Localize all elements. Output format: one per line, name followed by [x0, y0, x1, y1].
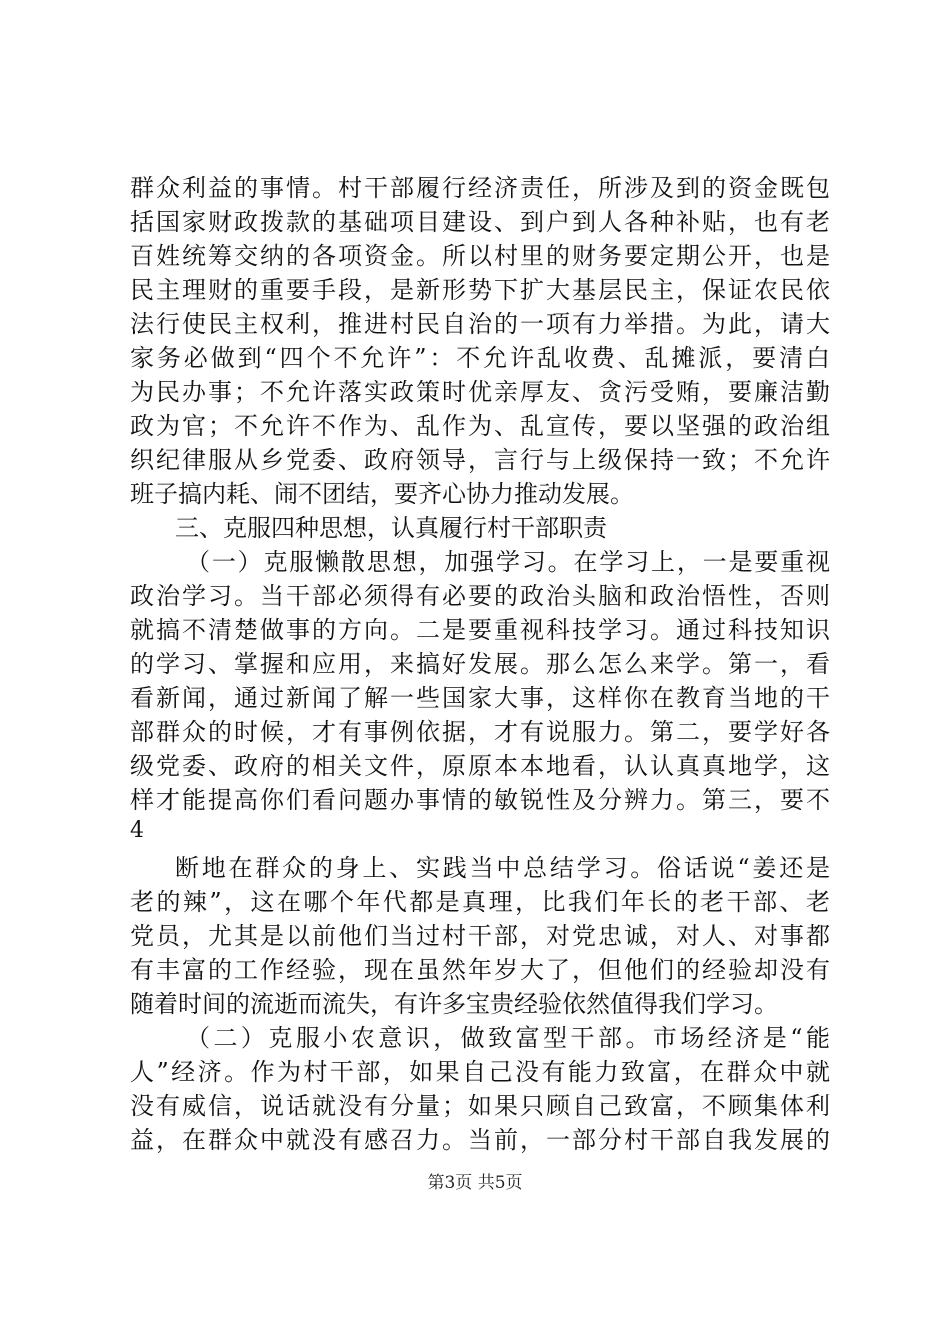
text-line: 人”经济。作为村干部，如果自己没有能力致富，在群众中就	[130, 1058, 830, 1086]
text-line: 看新闻，通过新闻了解一些国家大事，这样你在教育当地的干	[130, 684, 830, 712]
section-heading: 三、克服四种思想，认真履行村干部职责	[175, 514, 607, 542]
text-line: 断地在群众的身上、实践当中总结学习。俗话说“姜还是	[175, 854, 830, 882]
text-line: 政为官；不允许不作为、乱作为、乱宣传，要以坚强的政治组	[130, 412, 830, 440]
text-line: 法行使民主权利，推进村民自治的一项有力举措。为此，请大	[130, 310, 830, 338]
text-line: 益，在群众中就没有感召力。当前，一部分村干部自我发展的	[130, 1126, 830, 1154]
text-line: 政治学习。当干部必须得有必要的政治头脑和政治悟性，否则	[130, 582, 830, 610]
text-line: 就搞不清楚做事的方向。二是要重视科技学习。通过科技知识	[130, 616, 830, 644]
text-line: 民主理财的重要手段，是新形势下扩大基层民主，保证农民依	[130, 276, 830, 304]
text-line: 的学习、掌握和应用，来搞好发展。那么怎么来学。第一，看	[130, 650, 830, 678]
subsection-heading: （一）克服懒散思想，加强学习。在学习上，一是要重视	[186, 548, 830, 576]
text-line: 家务必做到“四个不允许”：不允许乱收费、乱摊派，要清白	[130, 344, 830, 372]
text-line: 为民办事；不允许落实政策时优亲厚友、贪污受贿，要廉洁勤	[130, 378, 830, 406]
text-line: 织纪律服从乡党委、政府领导，言行与上级保持一致；不允许	[130, 446, 830, 474]
text-line: 部群众的时候，才有事例依据，才有说服力。第二，要学好各	[130, 718, 830, 746]
text-line: 括国家财政拨款的基础项目建设、到户到人各种补贴，也有老	[130, 208, 830, 236]
subsection-heading: （二）克服小农意识，做致富型干部。市场经济是“能	[186, 1024, 830, 1052]
text-line: 老的辣”，这在哪个年代都是真理，比我们年长的老干部、老	[130, 888, 830, 916]
text-line: 党员，尤其是以前他们当过村干部，对党忠诚，对人、对事都	[130, 922, 830, 950]
text-line: 级党委、政府的相关文件，原原本本地看，认认真真地学，这	[130, 752, 830, 780]
page-footer: 第3页 共5页	[427, 1173, 523, 1193]
text-line: 群众利益的事情。村干部履行经济责任，所涉及到的资金既包	[130, 174, 830, 202]
text-line: 随着时间的流逝而流失，有许多宝贵经验依然值得我们学习。	[130, 990, 778, 1018]
text-line: 有丰富的工作经验，现在虽然年岁大了，但他们的经验却没有	[130, 956, 830, 984]
text-line: 没有威信，说话就没有分量；如果只顾自己致富，不顾集体利	[130, 1092, 830, 1120]
text-line: 样才能提高你们看问题办事情的敏锐性及分辨力。第三，要不	[130, 786, 830, 814]
text-line: 百姓统筹交纳的各项资金。所以村里的财务要定期公开，也是	[130, 242, 830, 270]
text-line: 班子搞内耗、闹不团结，要齐心协力推动发展。	[130, 480, 634, 508]
page-marker: 4	[130, 818, 144, 843]
